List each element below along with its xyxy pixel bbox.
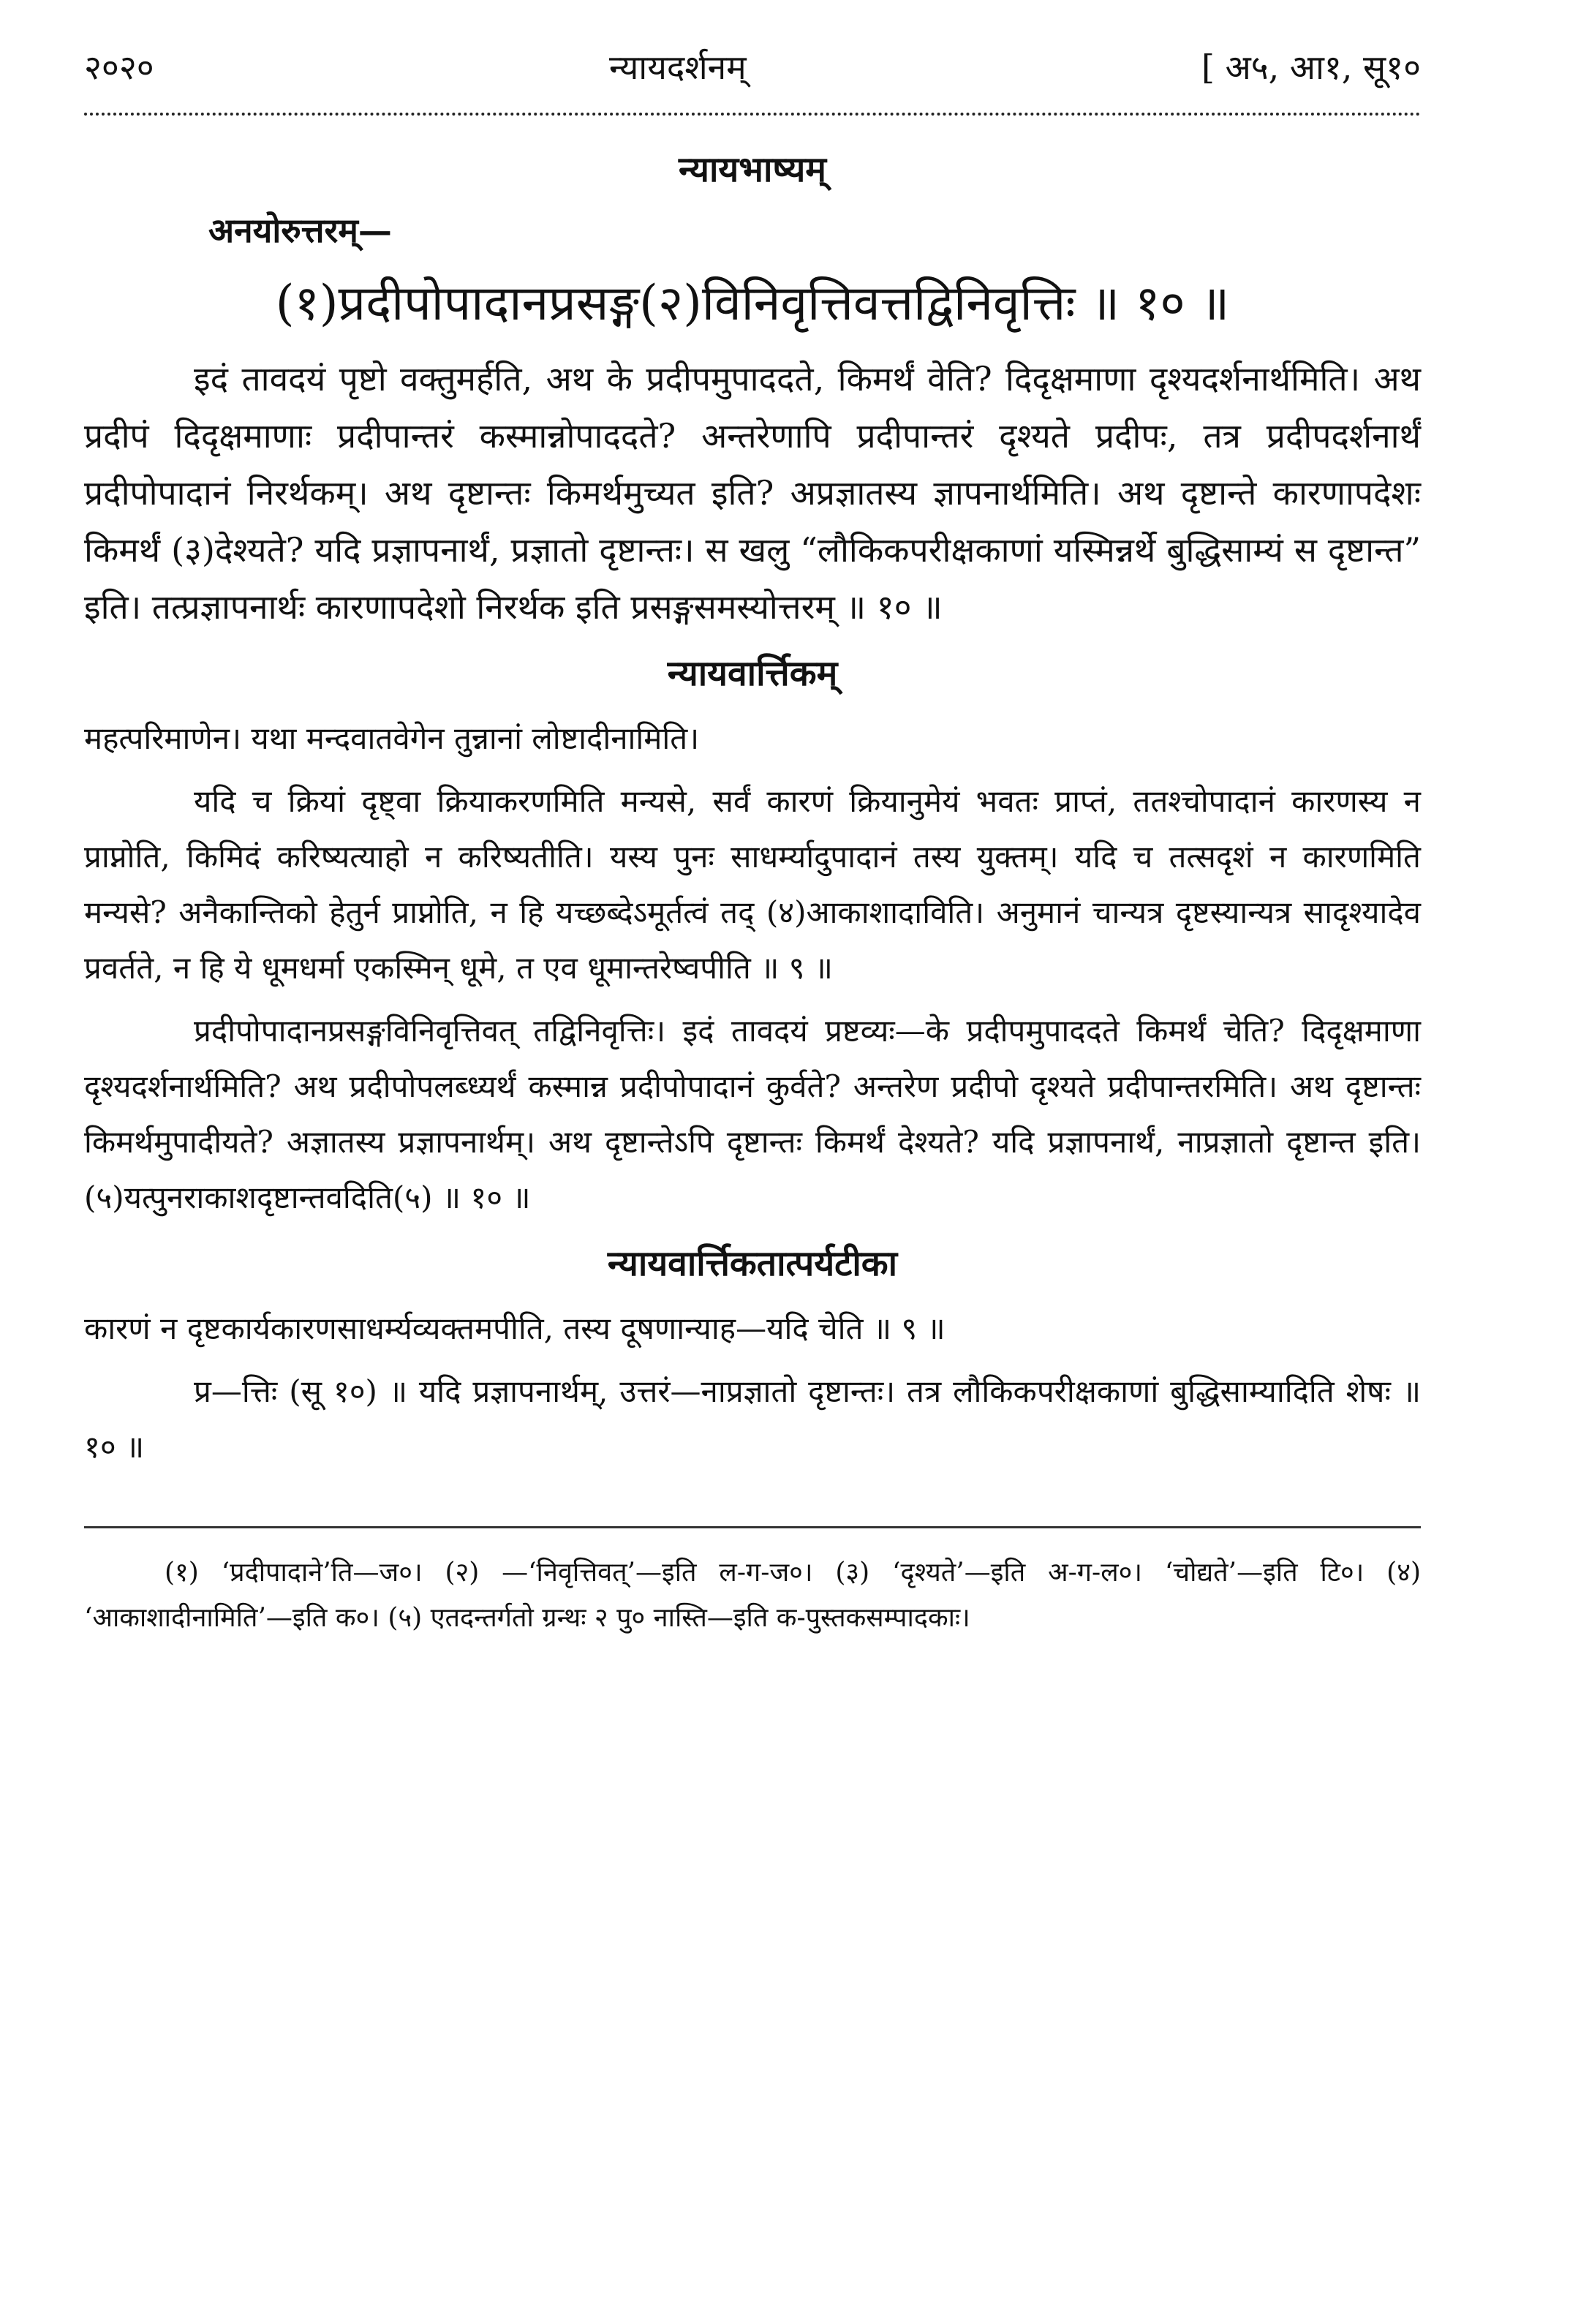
bhashya-lead: अनयोरुत्तरम्— — [208, 211, 392, 250]
tika-title: न्यायवार्त्तिकतात्पर्यटीका — [607, 1243, 898, 1284]
vartika-title: न्यायवार्त्तिकम् — [667, 653, 838, 694]
page-number: २०२० — [84, 48, 154, 87]
vartika-section — [84, 649, 1421, 1226]
running-header — [84, 44, 1421, 95]
vartika-paragraph-2: यदि च क्रियां दृष्ट्वा क्रियाकरणमिति मन्यसे, सर्वं कारणं क्रियानुमेयं भवतः प्राप्तं, ततश्चोपादानं कारणस्य न प्राप्नोति, किमिदं करिष्यत्याहो न करिष्यतीति। यस्य पुनः साधर्म्यादुपादानं तस्य युक्तम्। यदि च तत्सदृशं न कारणमिति मन्यसे? अनैकान्तिको हेतुर्न प्राप्नोति, न हि यच्छब्देऽमूर्तत्वं तद् (४)आकाशादाविति। अनुमानं चान्यत्र दृष्टस्यान्यत्र सादृश्यादेव प्रवर्तते, न हि ये धूमधर्मा एकस्मिन् धूमे, त एव धूमान्तरेष्वपीति ॥ ९ ॥ — [84, 783, 1421, 986]
vartika-paragraph-3: प्रदीपोपादानप्रसङ्गविनिवृत्तिवत् तद्विनिवृत्तिः। इदं तावदयं प्रष्टव्यः—के प्रदीपमुपाददते किमर्थं चेति? दिदृक्षमाणा दृश्यदर्शनार्थमिति? अथ प्रदीपोपलब्ध्यर्थं कस्मान्न प्रदीपोपादानं कुर्वते? अन्तरेण प्रदीपो दृश्यते प्रदीपान्तरमिति। अथ दृष्टान्तः किमर्थमुपादीयते? अज्ञातस्य प्रज्ञापनार्थम्। अथ दृष्टान्तेऽपि दृष्टान्तः किमर्थं देश्यते? यदि प्रज्ञापनार्थं, नाप्रज्ञातो दृष्टान्त इति। (५)यत्पुनराकाशदृष्टान्तवदिति(५) ॥ १० ॥ — [84, 1013, 1421, 1215]
bhashya-section — [84, 145, 1421, 635]
sutra-text: (१)प्रदीपोपादानप्रसङ्ग(२)विनिवृत्तिवत्तद्विनिवृत्तिः ॥ १० ॥ — [275, 275, 1230, 331]
footnote-rule — [84, 1526, 1421, 1528]
tika-section — [84, 1239, 1421, 1475]
chapter-location: [ अ५, आ१, सू१० — [1201, 48, 1421, 87]
bhashya-paragraph: इदं तावदयं पृष्टो वक्तुमर्हति, अथ के प्रदीपमुपाददते, किमर्थं वेति? दिदृक्षमाणा दृश्यदर्शनार्थमिति। अथ प्रदीपं दिदृक्षमाणाः प्रदीपान्तरं कस्मान्नोपाददते? अन्तरेणापि प्रदीपान्तरं दृश्यते प्रदीपः, तत्र प्रदीपदर्शनार्थं प्रदीपोपादानं निरर्थकम्। अथ दृष्टान्तः किमर्थमुच्यत इति? अप्रज्ञातस्य ज्ञापनार्थमिति। अथ दृष्टान्ते कारणापदेशः किमर्थं (३)देश्यते? यदि प्रज्ञापनार्थं, प्रज्ञातो दृष्टान्तः। स खलु “लौकिकपरीक्षकाणां यस्मिन्नर्थे बुद्धिसाम्यं स दृष्टान्त” इति। तत्प्रज्ञापनार्थः कारणापदेशो निरर्थक इति प्रसङ्गसमस्योत्तरम् ॥ १० ॥ — [84, 359, 1421, 627]
bhashya-title: न्यायभाष्यम् — [678, 149, 827, 190]
tika-paragraph-1: कारणं न दृष्टकार्यकारणसाधर्म्यव्यक्तमपीति, तस्य दूषणान्याह—यदि चेति ॥ ९ ॥ — [84, 1310, 946, 1346]
running-title: न्यायदर्शनम् — [609, 48, 747, 87]
header-wavy-rule — [84, 101, 1421, 116]
vartika-paragraph-1: महत्परिमाणेन। यथा मन्दवातवेगेन तुन्नानां लोष्टादीनामिति। — [84, 720, 700, 756]
tika-paragraph-2: प्र—त्तिः (सू १०) ॥ यदि प्रज्ञापनार्थम्, उत्तरं—नाप्रज्ञातो दृष्टान्तः। तत्र लौकिकपरीक्षकाणां बुद्धिसाम्यादिति शेषः ॥ १० ॥ — [84, 1373, 1421, 1465]
footnotes: (१) ‘प्रदीपादाने’ति—ज०। (२) —‘निवृत्तिवत्’—इति ल-ग-ज०। (३) ‘दृश्यते’—इति अ-ग-ल०। ‘चोद्यते’—इति टि०। (४) ‘आकाशादीनामिति’—इति क०। (५) एतदन्तर्गतो ग्रन्थः २ पु० नास्ति—इति क-पुस्तकसम्पादकाः। — [84, 1558, 1421, 1633]
